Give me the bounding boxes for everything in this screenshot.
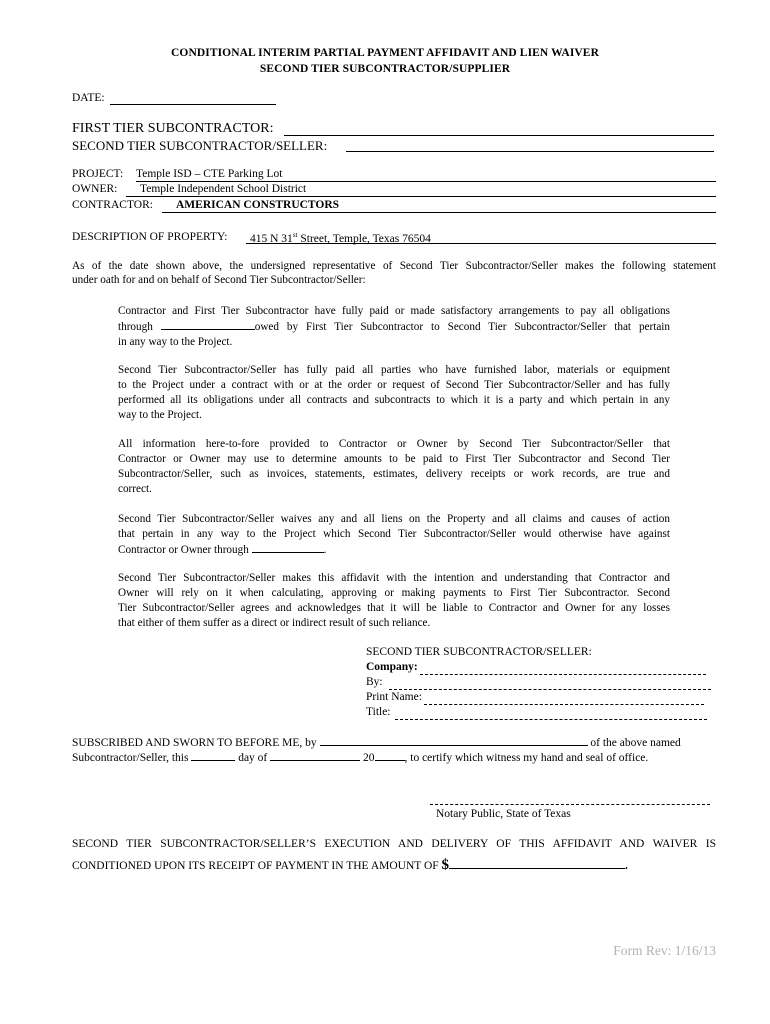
signature-block: [366, 645, 711, 720]
notary-public-label: Notary Public, State of Texas: [436, 808, 571, 820]
company-label: Company:: [366, 661, 418, 673]
notary-line-2: Subcontractor/Seller, this day of 20 , to certify which witness my hand and seal of office.: [72, 752, 649, 764]
date-field[interactable]: [110, 104, 276, 105]
company-field[interactable]: [420, 664, 706, 675]
second-tier-label: SECOND TIER SUBCONTRACTOR/SELLER:: [72, 138, 328, 153]
paragraph-3-line: Subcontractor/Seller, such as invoices, statements, estimates, delivery receipts or work records, are true and: [118, 468, 670, 480]
paragraph-1: [118, 304, 670, 350]
paragraph-4-line: Contractor or Owner through .: [118, 544, 327, 556]
paragraph-2-line: way to the Project.: [118, 409, 202, 421]
paragraph-2: [118, 363, 670, 423]
paragraph-2-line: performed all its obligations under all contracts and subcontracts to which it is a party and which pertain in any: [118, 394, 670, 406]
waiver-through-date-field[interactable]: [252, 542, 324, 553]
property-field[interactable]: [246, 243, 716, 244]
paragraph-5: [118, 571, 670, 631]
sworn-by-field[interactable]: [320, 735, 588, 746]
paragraph-5-line: that either of them suffer as a direct or indirect result of such reliance.: [118, 617, 431, 629]
intro-line-1: As of the date shown above, the undersigned representative of Second Tier Subcontractor/Seller makes the following statement: [72, 260, 716, 272]
paragraph-5-line: Second Tier Subcontractor/Seller makes this affidavit with the intention and understanding that Contractor and: [118, 572, 670, 584]
paragraph-1-line: Contractor and First Tier Subcontractor have fully paid or made satisfactory arrangements to pay all obligations: [118, 305, 670, 317]
contractor-value: AMERICAN CONSTRUCTORS: [176, 199, 340, 211]
document-title: CONDITIONAL INTERIM PARTIAL PAYMENT AFFIDAVIT AND LIEN WAIVER: [171, 47, 599, 59]
owner-value: Temple Independent School District: [140, 183, 307, 195]
intro-line-2: under oath for and on behalf of Second Tier Subcontractor/Seller:: [72, 274, 366, 286]
owner-field[interactable]: [126, 196, 716, 197]
by-row: [366, 675, 711, 690]
property-label: DESCRIPTION OF PROPERTY:: [72, 231, 228, 243]
project-label: PROJECT:: [72, 168, 124, 180]
contractor-label: CONTRACTOR:: [72, 199, 153, 211]
first-tier-label: FIRST TIER SUBCONTRACTOR:: [72, 121, 274, 136]
first-tier-field[interactable]: [284, 135, 714, 136]
signature-heading: SECOND TIER SUBCONTRACTOR/SELLER:: [366, 646, 592, 658]
paragraph-5-line: Owner will rely on it when calculating, approving or making payments to First Tier Subcontractor. Second: [118, 587, 670, 599]
document-subtitle: SECOND TIER SUBCONTRACTOR/SUPPLIER: [259, 63, 511, 75]
by-field[interactable]: [389, 679, 711, 690]
through-date-field[interactable]: [161, 319, 255, 330]
title-label: Title:: [366, 706, 391, 718]
contractor-field[interactable]: [162, 212, 716, 213]
dollar-sign: $: [441, 857, 450, 873]
title-row: [366, 705, 711, 720]
paragraph-5-line: Tier Subcontractor/Seller agrees and acknowledges that it will be liable to Contractor and Owner for any losses: [118, 602, 670, 614]
paragraph-3: [118, 437, 670, 497]
form-revision: Form Rev: 1/16/13: [613, 943, 716, 958]
paragraph-2-line: Second Tier Subcontractor/Seller has fully paid all parties who have furnished labor, materials or equipment: [118, 364, 670, 376]
paragraph-3-line: All information here-to-fore provided to Contractor or Owner by Second Tier Subcontractor/Seller that: [118, 438, 670, 450]
condition-line-1: SECOND TIER SUBCONTRACTOR/SELLER’S EXECUTION AND DELIVERY OF THIS AFFIDAVIT AND WAIVER IS: [72, 838, 716, 850]
print-name-field[interactable]: [424, 694, 704, 705]
project-field[interactable]: [136, 181, 716, 182]
notary-day-field[interactable]: [191, 750, 235, 761]
title-field[interactable]: [395, 709, 707, 720]
notary-year-field[interactable]: [375, 750, 405, 761]
property-value: 415 N 31st Street, Temple, Texas 76504: [250, 231, 431, 245]
company-row: [366, 660, 711, 675]
paragraph-3-line: Contractor or Owner may use to determine amounts to be paid to First Tier Subcontractor and Second Tier: [118, 453, 670, 465]
paragraph-1-line: in any way to the Project.: [118, 336, 233, 348]
project-value: Temple ISD – CTE Parking Lot: [136, 168, 283, 180]
owner-label: OWNER:: [72, 183, 118, 195]
date-label: DATE:: [72, 92, 105, 104]
notary-signature-field[interactable]: [430, 804, 710, 805]
paragraph-3-line: correct.: [118, 483, 152, 495]
notary-month-field[interactable]: [270, 750, 360, 761]
payment-amount-field[interactable]: [449, 856, 625, 869]
second-tier-field[interactable]: [346, 151, 714, 152]
paragraph-4-line: Second Tier Subcontractor/Seller waives any and all liens on the Property and all claims and causes of action: [118, 513, 670, 525]
by-label: By:: [366, 676, 383, 688]
paragraph-4: [118, 512, 670, 558]
paragraph-2-line: to the Project under a contract with or at the order or request of Second Tier Subcontractor/Seller and has fully: [118, 379, 670, 391]
print-name-row: [366, 690, 711, 705]
paragraph-1-line: through owed by First Tier Subcontractor to Second Tier Subcontractor/Seller that pertain: [118, 321, 671, 333]
condition-line-2: CONDITIONED UPON ITS RECEIPT OF PAYMENT IN THE AMOUNT OF $ .: [72, 857, 628, 873]
print-name-label: Print Name:: [366, 691, 422, 703]
paragraph-4-line: that pertain in any way to the Project which Second Tier Subcontractor/Seller would otherwise have against: [118, 528, 670, 540]
notary-line-1: SUBSCRIBED AND SWORN TO BEFORE ME, by of the above named: [72, 737, 681, 749]
